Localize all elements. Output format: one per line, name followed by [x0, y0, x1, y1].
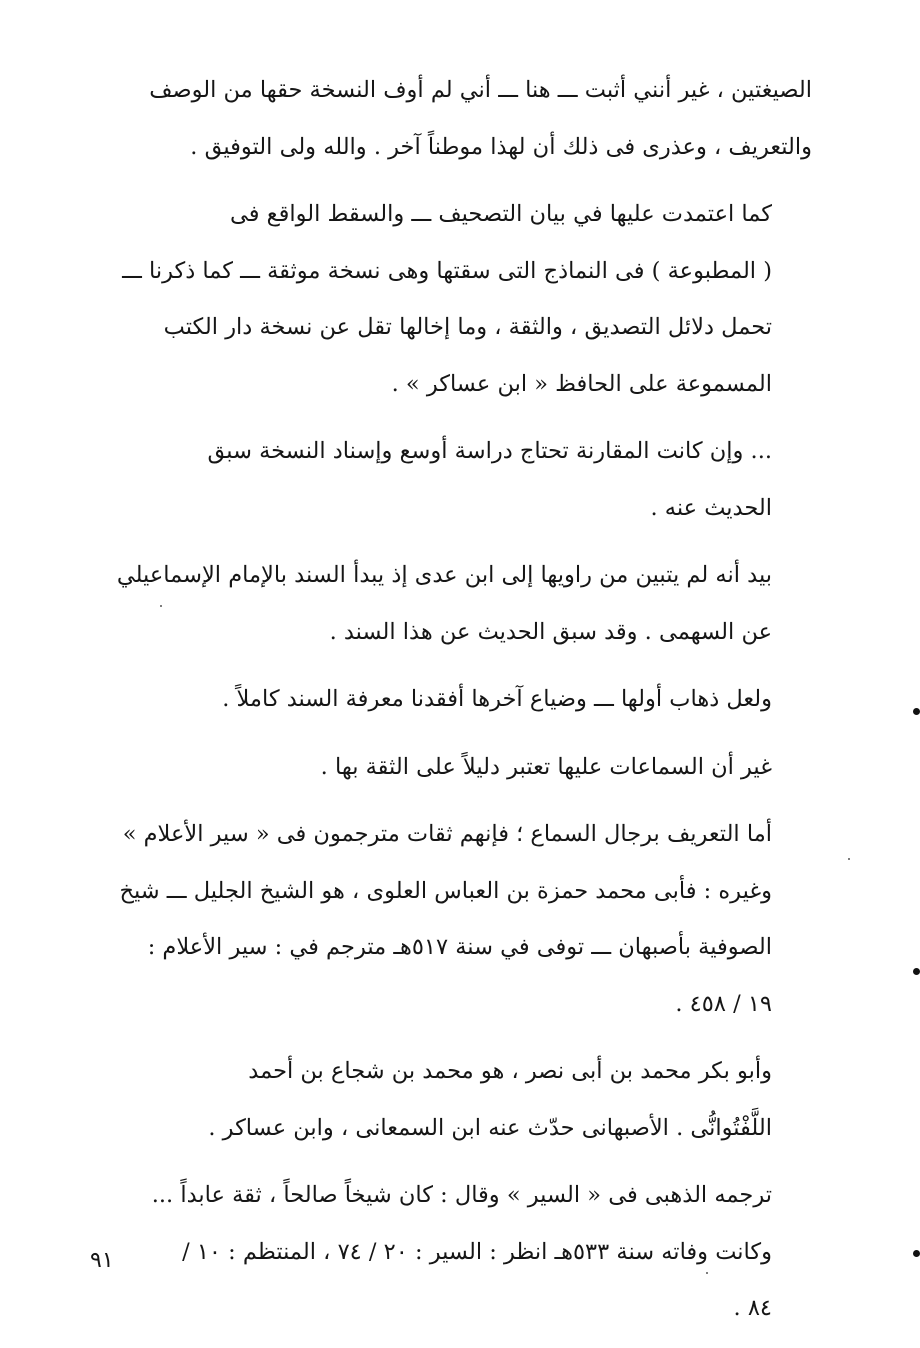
text-line: ١٩ / ٤٥٨ . [675, 990, 772, 1017]
text-line: والتعريف ، وعذرى فى ذلك أن لهذا موطناً آخر . والله ولى التوفيق . [190, 133, 812, 160]
scan-speck [160, 605, 162, 607]
text-line: غير أن السماعات عليها تعتبر دليلاً على الثقة بها . [320, 753, 772, 780]
paragraph [95, 423, 812, 536]
text-line: بيد أنه لم يتبين من راويها إلى ابن عدى إذ يبدأ السند بالإمام الإسماعيلي [116, 562, 772, 588]
text-line: ولعل ذهاب أولها ـــ وضياع آخرها أفقدنا معرفة السند كاملاً . [222, 686, 772, 712]
text-line: ( المطبوعة ) فى النماذج التى سقتها وهى نسخة موثقة ـــ كما ذكرنا ـــ [122, 257, 772, 284]
scan-mark [913, 1250, 920, 1257]
text-line: وغيره : فأبى محمد حمزة بن العباس العلوى ، هو الشيخ الجليل ـــ شيخ [119, 877, 772, 904]
text-line: ترجمه الذهبى فى « السير » وقال : كان شيخاً صالحاً ، ثقة عابداً ... [151, 1182, 772, 1208]
paragraph [95, 671, 812, 728]
paragraph [95, 547, 812, 660]
body-text [95, 62, 812, 1348]
text-line: ... وإن كانت المقارنة تحتاج دراسة أوسع وإسناد النسخة سبق [207, 438, 772, 464]
scan-mark [913, 708, 920, 715]
scan-mark [913, 968, 920, 975]
text-line: عن السهمى . وقد سبق الحديث عن هذا السند . [329, 618, 772, 645]
scan-speck [706, 1272, 708, 1274]
scan-speck [848, 858, 850, 860]
text-line: الصوفية بأصبهان ـــ توفى في سنة ٥١٧هـ مترجم في : سير الأعلام : [147, 934, 772, 960]
text-line: المسموعة على الحافظ « ابن عساكر » . [391, 370, 772, 397]
paragraph [95, 186, 812, 412]
text-line: كما اعتمدت عليها في بيان التصحيف ـــ والسقط الواقع فى [229, 201, 772, 227]
paragraph [95, 1043, 812, 1156]
text-line: أما التعريف برجال السماع ؛ فإنهم ثقات مترجمون فى « سير الأعلام » [122, 821, 772, 847]
paragraph [95, 739, 812, 796]
text-line: الصيغتين ، غير أنني أثبت ـــ هنا ـــ أني لم أوف النسخة حقها من الوصف [149, 77, 812, 103]
text-line: وكانت وفاته سنة ٥٣٣هـ انظر : السير : ٢٠ / ٧٤ ، المنتظم : ١٠ / [182, 1238, 772, 1265]
paragraph [95, 806, 812, 1032]
text-line: وأبو بكر محمد بن أبى نصر ، هو محمد بن شجاع بن أحمد [248, 1058, 772, 1084]
text-line: اللَّفْتُوانُّى . الأصبهانى حدّث عنه ابن السمعانى ، وابن عساكر . [208, 1114, 772, 1141]
text-line: تحمل دلائل التصديق ، والثقة ، وما إخالها تقل عن نسخة دار الكتب [163, 314, 772, 340]
paragraph [95, 1167, 812, 1337]
text-line: الحديث عنه . [650, 494, 772, 521]
page-number: ٩١ [90, 1248, 114, 1273]
paragraph [95, 62, 812, 175]
text-line: ٨٤ . [733, 1295, 772, 1321]
